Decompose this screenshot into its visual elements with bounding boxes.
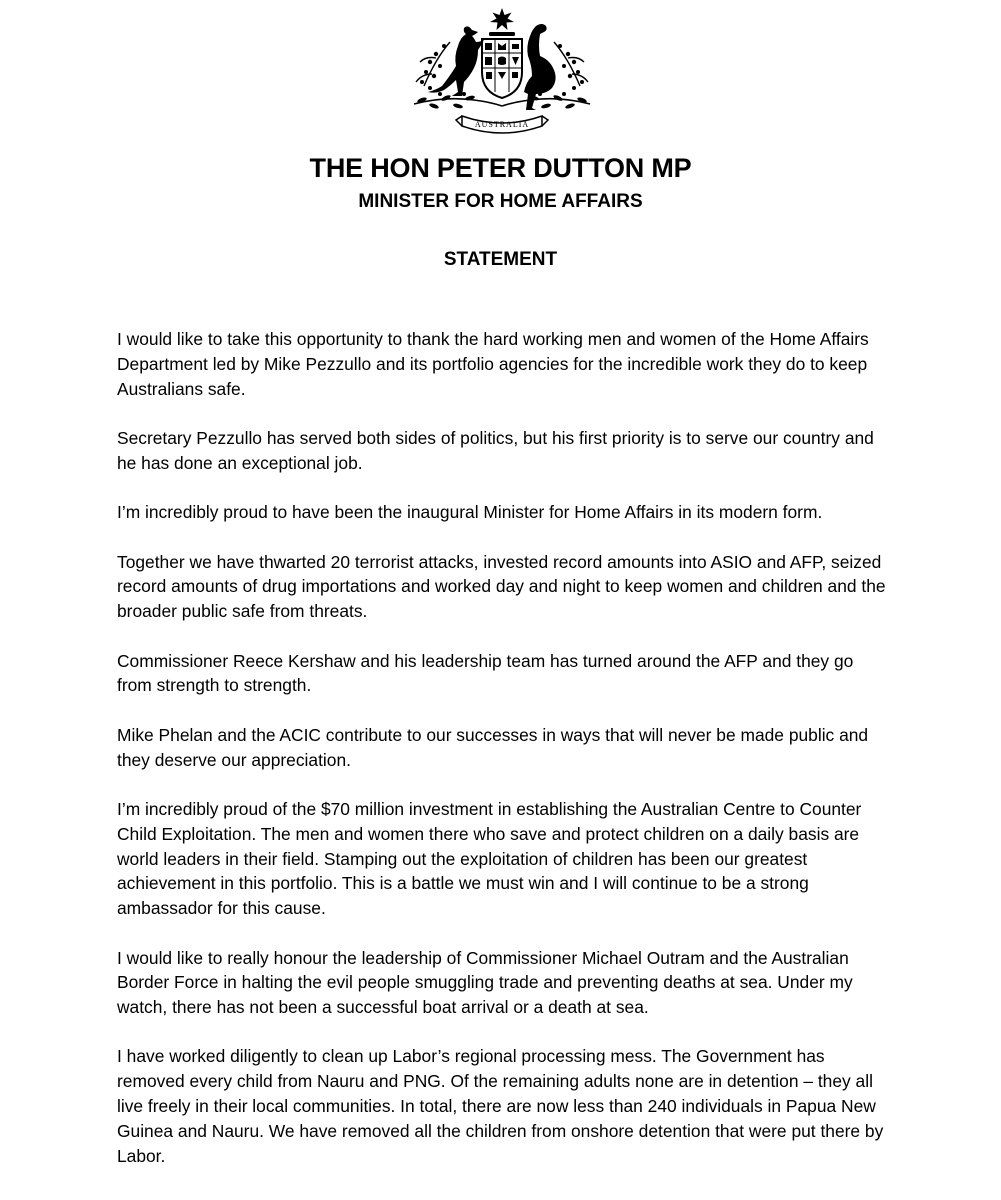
emu-icon xyxy=(524,24,556,110)
paragraph: Commissioner Reece Kershaw and his leadership team has turned around the AFP and they go from strength to strength. xyxy=(117,650,854,696)
minister-name: THE HON PETER DUTTON MP xyxy=(309,153,692,183)
paragraph: Together we have thwarted 20 terrorist attacks, invested record amounts into ASIO and AFP, seized record amounts of drug importations and worked day and night to keep women and children and the broader public safe from threats. xyxy=(117,551,886,622)
paragraph: Mike Phelan and the ACIC contribute to our successes in ways that will never be made public and they deserve our appreciation. xyxy=(117,724,869,770)
coat-of-arms-crest xyxy=(406,6,598,138)
commonwealth-star-icon xyxy=(490,8,514,30)
minister-title: MINISTER FOR HOME AFFAIRS xyxy=(358,191,643,212)
coat-of-arms-icon xyxy=(406,6,598,138)
scroll-banner-text: AUSTRALIA xyxy=(474,120,530,129)
statement-body xyxy=(117,327,887,1193)
paragraph: Secretary Pezzullo has served both sides of politics, but his first priority is to serve our country and he has done an exceptional job. xyxy=(117,427,874,473)
paragraph: I’m incredibly proud of the $70 million investment in establishing the Australian Centre to Counter Child Exploitation. The men and women there who save and protect children on a daily basis are world leaders in their field. Stamping out the exploitation of children has been our greatest achievement in this portfolio. This is a battle we must win and I will continue to be a strong ambassador for this cause. xyxy=(117,798,862,919)
paragraph: I’m incredibly proud to have been the inaugural Minister for Home Affairs in its modern form. xyxy=(117,502,823,523)
paragraph: I have worked diligently to clean up Labor’s regional processing mess. The Government has removed every child from Nauru and PNG. Of the remaining adults none are in detention – they all live freely in their local communities. In total, there are now less than 240 individuals in Papua New Guinea and Nauru. We have removed all the children from onshore detention that were put there by Labor. xyxy=(117,1046,884,1166)
paragraph: I would like to really honour the leadership of Commissioner Michael Outram and the Australian Border Force in halting the evil people smuggling trade and preventing deaths at sea. Under my watch, there has not been a successful boat arrival or a death at sea. xyxy=(117,947,853,1018)
paragraph: I would like to take this opportunity to thank the hard working men and women of the Home Affairs Department led by Mike Pezzullo and its portfolio agencies for the incredible work they do to keep Australians safe. xyxy=(117,329,869,399)
document-type-heading: STATEMENT xyxy=(443,249,558,270)
